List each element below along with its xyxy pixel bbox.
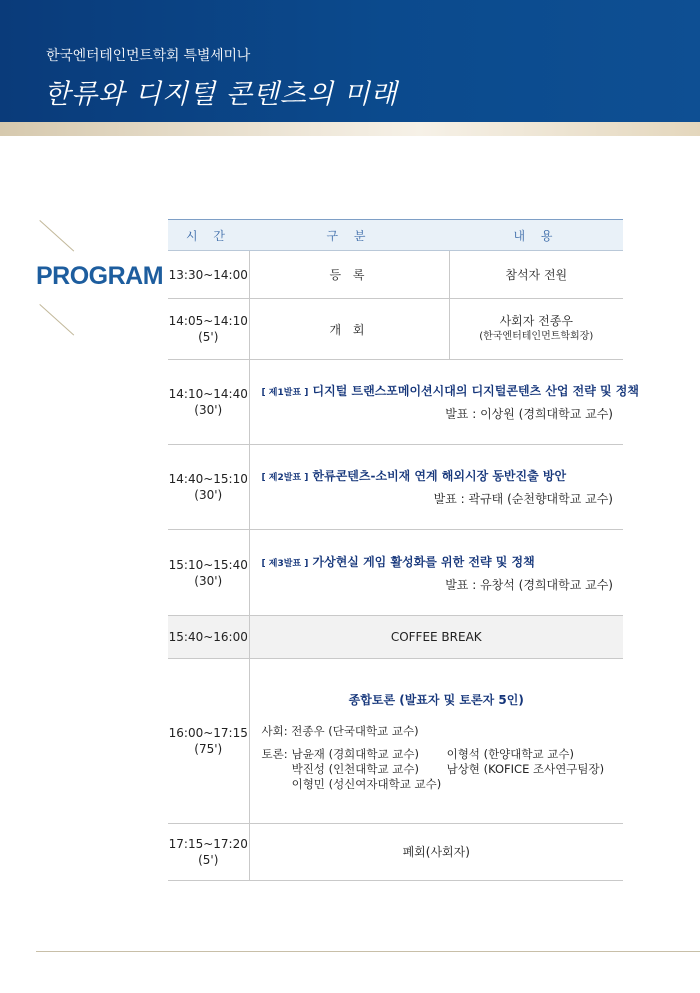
time-range: 14:40~15:10: [168, 472, 248, 486]
time-duration: (5'): [198, 853, 219, 867]
presentation-title-line: [261, 382, 639, 399]
table-row: [168, 299, 623, 360]
row-content: [449, 299, 623, 360]
closing: 폐회(사회자): [249, 824, 623, 881]
presentation-title: 한류콘텐츠-소비재 연계 해외시장 동반진출 방안: [312, 469, 567, 483]
time-duration: (30'): [194, 403, 223, 417]
presenter: 발표 : 이상원 (경희대학교 교수): [445, 407, 613, 421]
row-time: 15:40~16:00: [168, 616, 249, 659]
presentation-tag: [ 제3발표 ]: [261, 558, 309, 569]
column-header-category: 구 분: [249, 220, 449, 251]
time-range: 17:15~17:20: [168, 837, 248, 851]
table-row: [168, 530, 623, 616]
decorative-line-top: [39, 220, 74, 252]
row-time: [168, 659, 249, 824]
row-category: 개 회: [249, 299, 449, 360]
time-duration: (75'): [194, 742, 223, 756]
coffee-break: COFFEE BREAK: [249, 616, 623, 659]
discussion-moderator: 사회: 전종우 (단국대학교 교수): [261, 723, 419, 738]
time-duration: (30'): [194, 573, 223, 588]
panelist: 남윤재 (경희대학교 교수): [291, 746, 419, 761]
table-row: [168, 360, 623, 445]
gold-divider-band: [0, 122, 700, 136]
decorative-line-bottom: [39, 304, 74, 336]
table-row: [168, 659, 623, 824]
presenter: 발표 : 곽규태 (순천향대학교 교수): [433, 492, 613, 506]
row-time: [168, 824, 249, 881]
time-range: 15:10~15:40: [168, 557, 248, 572]
header-banner: [0, 0, 700, 122]
row-time: [168, 445, 249, 530]
table-row: [168, 824, 623, 881]
panelist: 이형민 (성신여자대학교 교수): [291, 776, 442, 791]
presentation-tag: [ 제1발표 ]: [261, 388, 309, 398]
panelist: 이형석 (한양대학교 교수): [446, 746, 574, 761]
discussion-title: 종합토론 (발표자 및 토론자 5인): [348, 692, 524, 707]
presentation-cell: [249, 530, 623, 616]
seminar-subtitle: 한국엔터테인먼트학회 특별세미나: [46, 48, 251, 64]
panel-label: 토론:: [261, 746, 288, 761]
presenter: 발표 : 유창석 (경희대학교 교수): [445, 577, 613, 592]
seminar-title: 한류와 디지털 콘텐츠의 미래: [44, 79, 398, 110]
table-header-row: [168, 220, 623, 251]
row-time: [168, 530, 249, 616]
presentation-title: 디지털 트랜스포메이션시대의 디지털콘텐츠 산업 전략 및 정책: [312, 384, 639, 398]
presentation-title: 가상현실 게임 활성화를 위한 전략 및 정책: [312, 554, 535, 569]
column-header-time: 시 간: [168, 220, 249, 251]
presentation-cell: [249, 445, 623, 530]
time-duration: (30'): [194, 488, 223, 502]
presentation-tag: [ 제2발표 ]: [261, 473, 309, 483]
panelist: 남상현 (KOFICE 조사연구팀장): [446, 761, 605, 776]
discussion-cell: [249, 659, 623, 824]
presentation-title-line: [262, 553, 614, 570]
presentation-title-line: [262, 467, 614, 484]
time-range: 14:10~14:40: [168, 387, 248, 401]
footer-divider: [36, 951, 700, 952]
column-header-content: 내 용: [449, 220, 623, 251]
moderator-name: 사회자 전종우: [499, 314, 573, 328]
program-heading: PROGRAM: [36, 262, 164, 290]
panel-list: [262, 747, 612, 792]
presentation-cell: [249, 360, 639, 445]
table-row: [168, 445, 623, 530]
time-duration: (5'): [198, 330, 219, 344]
table-row: [168, 616, 623, 659]
time-range: 14:05~14:10: [168, 314, 248, 328]
row-time: [168, 299, 249, 360]
table-row: [168, 251, 623, 299]
row-time: 13:30~14:00: [168, 251, 249, 299]
moderator-affiliation: (한국엔터테인먼트학회장): [479, 331, 594, 342]
panelist: 박진성 (인천대학교 교수): [291, 761, 419, 776]
row-time: [168, 360, 249, 445]
row-category: 등 록: [249, 251, 449, 299]
row-content: 참석자 전원: [449, 251, 623, 299]
program-table: [168, 219, 639, 881]
time-range: 16:00~17:15: [168, 726, 248, 740]
